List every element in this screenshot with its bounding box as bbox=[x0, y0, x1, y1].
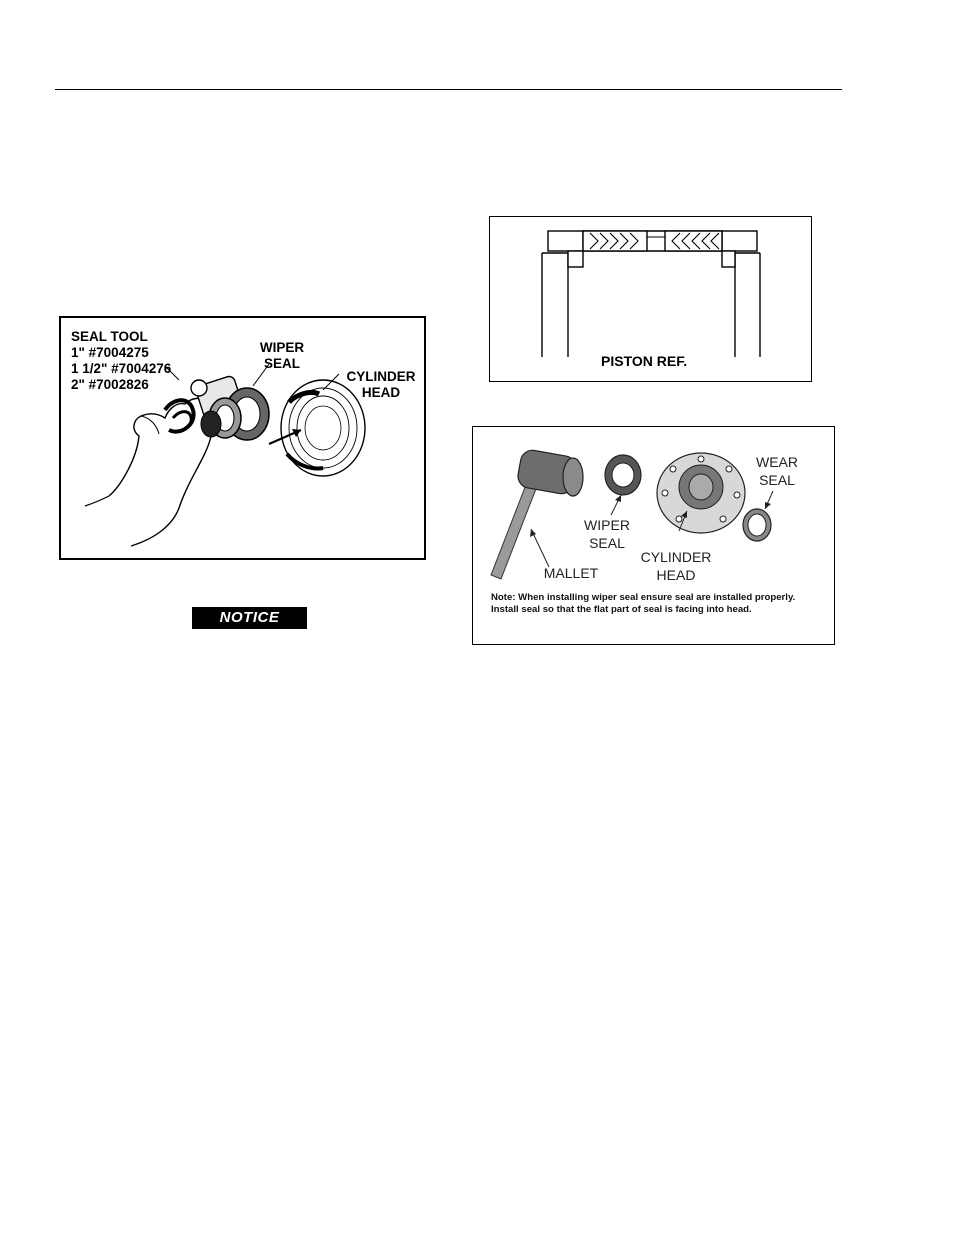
piston-ref-figure bbox=[489, 216, 812, 382]
mallet-seals-figure bbox=[472, 426, 835, 645]
piston-ref-label: PISTON REF. bbox=[601, 353, 688, 369]
cylinder-head-label-line2: HEAD bbox=[656, 567, 696, 583]
seal-tool-size-3: 2" #7002826 bbox=[71, 377, 149, 392]
seal-tool-size-1: 1" #7004275 bbox=[71, 345, 149, 360]
seal-tool-figure bbox=[59, 316, 426, 560]
wear-seal-label-line1: WEAR bbox=[756, 454, 798, 470]
wear-seal-label-line2: SEAL bbox=[759, 472, 795, 488]
cylinder-head-label-line1: CYLINDER bbox=[640, 549, 712, 565]
notice-badge: NOTICE bbox=[192, 607, 307, 629]
installation-note: Note: When installing wiper seal ensure seal are installed properly. Install seal so that the flat part of seal is facing into head. bbox=[491, 592, 796, 615]
cylinder-head-label-line1: CYLINDER bbox=[346, 369, 416, 384]
seal-tool-title: SEAL TOOL bbox=[71, 329, 148, 344]
header-rule bbox=[55, 89, 842, 90]
seal-tool-size-2: 1 1/2" #7004276 bbox=[71, 361, 172, 376]
cylinder-head-label-line2: HEAD bbox=[361, 385, 401, 400]
wiper-seal-label-line1: WIPER bbox=[259, 340, 305, 355]
wiper-seal-label-line1: WIPER bbox=[584, 517, 630, 533]
mallet-label: MALLET bbox=[543, 565, 599, 581]
wiper-seal-label-line2: SEAL bbox=[589, 535, 625, 551]
wiper-seal-label-line2: SEAL bbox=[263, 356, 300, 371]
